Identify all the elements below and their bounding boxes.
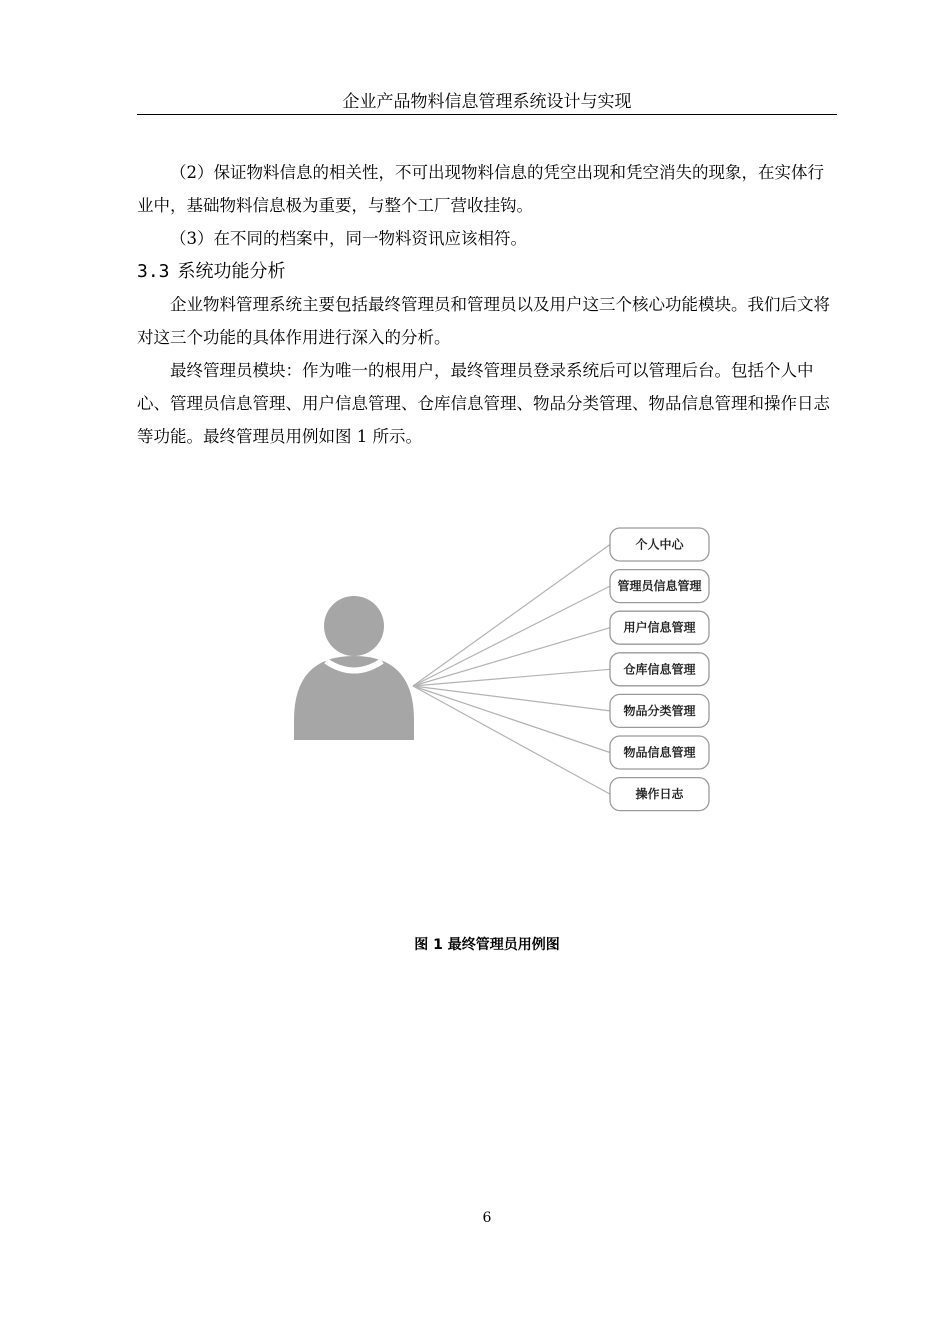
page-number: 6: [482, 1210, 492, 1226]
user-icon: [294, 596, 414, 740]
paragraph-modules-intro: 企业物料管理系统主要包括最终管理员和管理员以及用户这三个核心功能模块。我们后文将对这三个功能的具体作用进行深入的分析。: [137, 295, 830, 347]
section-number: 3.3: [137, 261, 170, 282]
connector-line: [413, 686, 610, 753]
page-header-title: 企业产品物料信息管理系统设计与实现: [342, 92, 632, 112]
connector-lines: [413, 545, 610, 795]
paragraph-consistency: （3）在不同的档案中，同一物料资讯应该相符。: [170, 229, 527, 248]
use-case-label: 管理员信息管理: [617, 579, 702, 594]
use-case-label: 操作日志: [635, 787, 684, 802]
paragraph-super-admin: 最终管理员模块：作为唯一的根用户，最终管理员登录系统后可以管理后台。包括个人中心、管理员信息管理、用户信息管理、仓库信息管理、物品分类管理、物品信息管理和操作日志等功能。最终管理员用例如图 1 所示。: [137, 361, 830, 446]
use-case-label: 物品信息管理: [623, 745, 696, 760]
section-title: 系统功能分析: [177, 261, 286, 282]
figure-caption: 图 1 最终管理员用例图: [414, 937, 560, 953]
use-case-label: 用户信息管理: [623, 620, 696, 635]
connector-line: [413, 686, 610, 711]
connector-line: [413, 686, 610, 794]
use-case-label: 个人中心: [635, 537, 684, 552]
use-case-boxes: [610, 528, 709, 811]
use-case-label: 仓库信息管理: [623, 662, 696, 677]
paragraph-relevance: （2）保证物料信息的相关性，不可出现物料信息的凭空出现和凭空消失的现象，在实体行业中，基础物料信息极为重要，与整个工厂营收挂钩。: [137, 163, 824, 215]
use-case-label: 物品分类管理: [623, 703, 696, 718]
connector-line: [413, 545, 610, 687]
